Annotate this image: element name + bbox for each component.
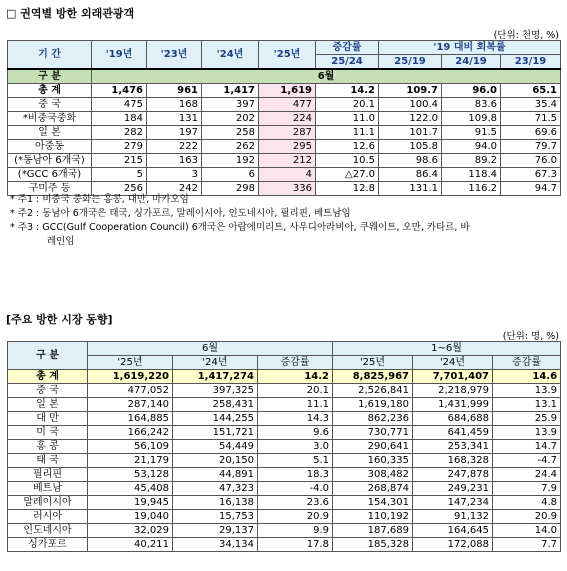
value-cell: 19,945 <box>88 496 173 510</box>
value-cell: 477 <box>259 98 316 112</box>
s2-gubun-header: 구 분 <box>8 342 88 370</box>
value-cell: 105.8 <box>379 140 442 154</box>
country-row <box>8 454 561 468</box>
value-cell: △27.0 <box>316 168 379 182</box>
country-row <box>8 398 561 412</box>
value-cell: 4 <box>259 168 316 182</box>
value-cell: 40,211 <box>88 538 173 552</box>
value-cell: 258,431 <box>173 398 258 412</box>
value-cell: 20.9 <box>493 510 561 524</box>
value-cell: 53,128 <box>88 468 173 482</box>
value-cell: 397 <box>202 98 259 112</box>
section1-title: □ 권역별 방한 외래관광객 <box>6 7 135 20</box>
value-cell: 1,476 <box>92 84 147 98</box>
growth-header: 증감률 <box>316 41 379 55</box>
value-cell: 164,885 <box>88 412 173 426</box>
value-cell: 65.1 <box>501 84 561 98</box>
country-row <box>8 412 561 426</box>
country-row <box>8 426 561 440</box>
region-label: 중 국 <box>8 98 92 112</box>
value-cell: 100.4 <box>379 98 442 112</box>
y19-header: '19년 <box>92 41 147 70</box>
country-row <box>8 510 561 524</box>
value-cell: 1,619,220 <box>88 370 173 384</box>
country-label: 러시아 <box>8 510 88 524</box>
value-cell: 23.6 <box>258 496 333 510</box>
value-cell: 94.7 <box>501 182 561 196</box>
value-cell: 56,109 <box>88 440 173 454</box>
gubun-header: 구 분 <box>8 69 92 84</box>
period-header: 기 간 <box>8 41 92 70</box>
section2-title: [주요 방한 시장 동향] <box>6 313 113 326</box>
value-cell: 5 <box>92 168 147 182</box>
country-label: 대 만 <box>8 412 88 426</box>
country-row <box>8 384 561 398</box>
value-cell: 15,753 <box>173 510 258 524</box>
value-cell: 477,052 <box>88 384 173 398</box>
value-cell: 1,431,999 <box>413 398 493 412</box>
value-cell: 154,301 <box>333 496 413 510</box>
value-cell: 19,040 <box>88 510 173 524</box>
june-growth-header: 증감률 <box>258 356 333 370</box>
value-cell: 89.2 <box>442 154 501 168</box>
value-cell: 164,645 <box>413 524 493 538</box>
country-row <box>8 496 561 510</box>
value-cell: 862,236 <box>333 412 413 426</box>
month-row <box>8 69 561 84</box>
value-cell: 18.3 <box>258 468 333 482</box>
country-label: 인도네시아 <box>8 524 88 538</box>
june-y25-header: '25년 <box>88 356 173 370</box>
value-cell: 397,325 <box>173 384 258 398</box>
value-cell: 187,689 <box>333 524 413 538</box>
value-cell: 12.8 <box>316 182 379 196</box>
region-row <box>8 154 561 168</box>
value-cell: 290,641 <box>333 440 413 454</box>
ytd-y25-header: '25년 <box>333 356 413 370</box>
country-label: 태 국 <box>8 454 88 468</box>
month-header: 6월 <box>92 69 561 84</box>
value-cell: 44,891 <box>173 468 258 482</box>
total-row <box>8 370 561 384</box>
footnote-3-cont: 레인임 <box>47 236 75 247</box>
region-row <box>8 112 561 126</box>
value-cell: 4.8 <box>493 496 561 510</box>
country-label: 필리핀 <box>8 468 88 482</box>
value-cell: 8,825,967 <box>333 370 413 384</box>
country-label: 총 계 <box>8 370 88 384</box>
value-cell: 35.4 <box>501 98 561 112</box>
growth-sub-header: 25/24 <box>316 55 379 70</box>
value-cell: 14.0 <box>493 524 561 538</box>
region-label: 아중동 <box>8 140 92 154</box>
region-label: 구미주 등 <box>8 182 92 196</box>
value-cell: 961 <box>147 84 202 98</box>
footnotes <box>10 193 560 249</box>
value-cell: 197 <box>147 126 202 140</box>
value-cell: 17.8 <box>258 538 333 552</box>
value-cell: 98.6 <box>379 154 442 168</box>
value-cell: 67.3 <box>501 168 561 182</box>
value-cell: 222 <box>147 140 202 154</box>
value-cell: 224 <box>259 112 316 126</box>
recovery-header: '19 대비 회복률 <box>379 41 561 55</box>
value-cell: 116.2 <box>442 182 501 196</box>
value-cell: 131.1 <box>379 182 442 196</box>
country-row <box>8 468 561 482</box>
value-cell: 94.0 <box>442 140 501 154</box>
value-cell: 185,328 <box>333 538 413 552</box>
value-cell: 308,482 <box>333 468 413 482</box>
value-cell: 11.1 <box>316 126 379 140</box>
value-cell: 6 <box>202 168 259 182</box>
value-cell: 14.2 <box>316 84 379 98</box>
value-cell: 253,341 <box>413 440 493 454</box>
country-row <box>8 524 561 538</box>
value-cell: 1,619,180 <box>333 398 413 412</box>
value-cell: 249,231 <box>413 482 493 496</box>
y23-header: '23년 <box>147 41 202 70</box>
value-cell: 172,088 <box>413 538 493 552</box>
value-cell: 475 <box>92 98 147 112</box>
value-cell: 287,140 <box>88 398 173 412</box>
value-cell: 166,242 <box>88 426 173 440</box>
value-cell: 641,459 <box>413 426 493 440</box>
value-cell: 3.0 <box>258 440 333 454</box>
country-label: 베트남 <box>8 482 88 496</box>
value-cell: 20.1 <box>316 98 379 112</box>
value-cell: 13.9 <box>493 426 561 440</box>
value-cell: 287 <box>259 126 316 140</box>
value-cell: 247,878 <box>413 468 493 482</box>
value-cell: 160,335 <box>333 454 413 468</box>
value-cell: 79.7 <box>501 140 561 154</box>
value-cell: 298 <box>202 182 259 196</box>
value-cell: 20.1 <box>258 384 333 398</box>
value-cell: 3 <box>147 168 202 182</box>
value-cell: 1,417 <box>202 84 259 98</box>
footnote-1: * 주1 : 비중국 중화는 홍콩, 대만, 마카오임 <box>10 194 189 205</box>
value-cell: 1,417,274 <box>173 370 258 384</box>
value-cell: 9.9 <box>258 524 333 538</box>
value-cell: 1,619 <box>259 84 316 98</box>
y25-header: '25년 <box>259 41 316 70</box>
value-cell: 168,328 <box>413 454 493 468</box>
value-cell: 279 <box>92 140 147 154</box>
june-header: 6월 <box>88 342 333 356</box>
region-row <box>8 140 561 154</box>
ytd-y24-header: '24년 <box>413 356 493 370</box>
region-row <box>8 126 561 140</box>
value-cell: 5.1 <box>258 454 333 468</box>
value-cell: 45,408 <box>88 482 173 496</box>
country-row <box>8 538 561 552</box>
june-y24-header: '24년 <box>173 356 258 370</box>
value-cell: 109.8 <box>442 112 501 126</box>
value-cell: 684,688 <box>413 412 493 426</box>
value-cell: 242 <box>147 182 202 196</box>
value-cell: 11.0 <box>316 112 379 126</box>
s2-header-row-1 <box>8 342 561 356</box>
jan-jun-header: 1~6월 <box>333 342 561 356</box>
total-row <box>8 84 561 98</box>
value-cell: 11.1 <box>258 398 333 412</box>
value-cell: 86.4 <box>379 168 442 182</box>
value-cell: 336 <box>259 182 316 196</box>
country-label: 미 국 <box>8 426 88 440</box>
value-cell: 262 <box>202 140 259 154</box>
value-cell: 69.6 <box>501 126 561 140</box>
value-cell: 192 <box>202 154 259 168</box>
region-label: 일 본 <box>8 126 92 140</box>
value-cell: 295 <box>259 140 316 154</box>
value-cell: 7.7 <box>493 538 561 552</box>
section2-unit: (단위: 명, %) <box>502 331 559 342</box>
value-cell: 2,218,979 <box>413 384 493 398</box>
header-row-1 <box>8 41 561 55</box>
value-cell: 122.0 <box>379 112 442 126</box>
region-label: (*동남아 6개국) <box>8 154 92 168</box>
value-cell: 212 <box>259 154 316 168</box>
country-row <box>8 482 561 496</box>
value-cell: 14.3 <box>258 412 333 426</box>
value-cell: 54,449 <box>173 440 258 454</box>
footnote-2: * 주2 : 동남아 6개국은 태국, 싱가포르, 말레이시아, 인도네시아, 필리핀, 베트남임 <box>10 208 351 219</box>
country-label: 일 본 <box>8 398 88 412</box>
region-label: 총 계 <box>8 84 92 98</box>
value-cell: 14.6 <box>493 370 561 384</box>
value-cell: 13.1 <box>493 398 561 412</box>
value-cell: 9.6 <box>258 426 333 440</box>
value-cell: 147,234 <box>413 496 493 510</box>
value-cell: 21,179 <box>88 454 173 468</box>
value-cell: 12.6 <box>316 140 379 154</box>
value-cell: 7,701,407 <box>413 370 493 384</box>
value-cell: 47,323 <box>173 482 258 496</box>
value-cell: 13.9 <box>493 384 561 398</box>
value-cell: 20,150 <box>173 454 258 468</box>
value-cell: 71.5 <box>501 112 561 126</box>
y24-header: '24년 <box>202 41 259 70</box>
country-label: 말레이시아 <box>8 496 88 510</box>
value-cell: 258 <box>202 126 259 140</box>
value-cell: 730,771 <box>333 426 413 440</box>
value-cell: 20.9 <box>258 510 333 524</box>
section1-unit: (단위: 천명, %) <box>493 30 559 41</box>
value-cell: 7.9 <box>493 482 561 496</box>
value-cell: 24.4 <box>493 468 561 482</box>
value-cell: 96.0 <box>442 84 501 98</box>
value-cell: 268,874 <box>333 482 413 496</box>
footnote-3: * 주3 : GCC(Gulf Cooperation Council) 6개국은 아랍에미리트, 사우디아라비아, 쿠웨이트, 오만, 카타르, 바 <box>10 222 470 233</box>
region-row <box>8 168 561 182</box>
value-cell: 83.6 <box>442 98 501 112</box>
recovery-25-19-header: 25/19 <box>379 55 442 70</box>
value-cell: 151,721 <box>173 426 258 440</box>
value-cell: 32,029 <box>88 524 173 538</box>
value-cell: 144,255 <box>173 412 258 426</box>
country-label: 중 국 <box>8 384 88 398</box>
value-cell: 168 <box>147 98 202 112</box>
value-cell: 29,137 <box>173 524 258 538</box>
country-label: 홍 콩 <box>8 440 88 454</box>
value-cell: 215 <box>92 154 147 168</box>
region-label: *비중국중화 <box>8 112 92 126</box>
value-cell: 16,138 <box>173 496 258 510</box>
ytd-growth-header: 증감률 <box>493 356 561 370</box>
recovery-23-19-header: 23/19 <box>501 55 561 70</box>
value-cell: 2,526,841 <box>333 384 413 398</box>
country-row <box>8 440 561 454</box>
value-cell: 10.5 <box>316 154 379 168</box>
region-visitor-table <box>7 40 561 196</box>
region-label: (*GCC 6개국) <box>8 168 92 182</box>
value-cell: -4.7 <box>493 454 561 468</box>
value-cell: 25.9 <box>493 412 561 426</box>
value-cell: 184 <box>92 112 147 126</box>
value-cell: 202 <box>202 112 259 126</box>
s2-header-row-2 <box>8 356 561 370</box>
value-cell: 109.7 <box>379 84 442 98</box>
value-cell: 256 <box>92 182 147 196</box>
country-label: 싱가포르 <box>8 538 88 552</box>
value-cell: 91.5 <box>442 126 501 140</box>
value-cell: 14.7 <box>493 440 561 454</box>
value-cell: 110,192 <box>333 510 413 524</box>
value-cell: 34,134 <box>173 538 258 552</box>
region-row <box>8 98 561 112</box>
value-cell: -4.0 <box>258 482 333 496</box>
value-cell: 282 <box>92 126 147 140</box>
value-cell: 163 <box>147 154 202 168</box>
market-trend-table <box>7 341 561 552</box>
value-cell: 101.7 <box>379 126 442 140</box>
value-cell: 76.0 <box>501 154 561 168</box>
value-cell: 131 <box>147 112 202 126</box>
recovery-24-19-header: 24/19 <box>442 55 501 70</box>
value-cell: 91,132 <box>413 510 493 524</box>
value-cell: 14.2 <box>258 370 333 384</box>
value-cell: 118.4 <box>442 168 501 182</box>
